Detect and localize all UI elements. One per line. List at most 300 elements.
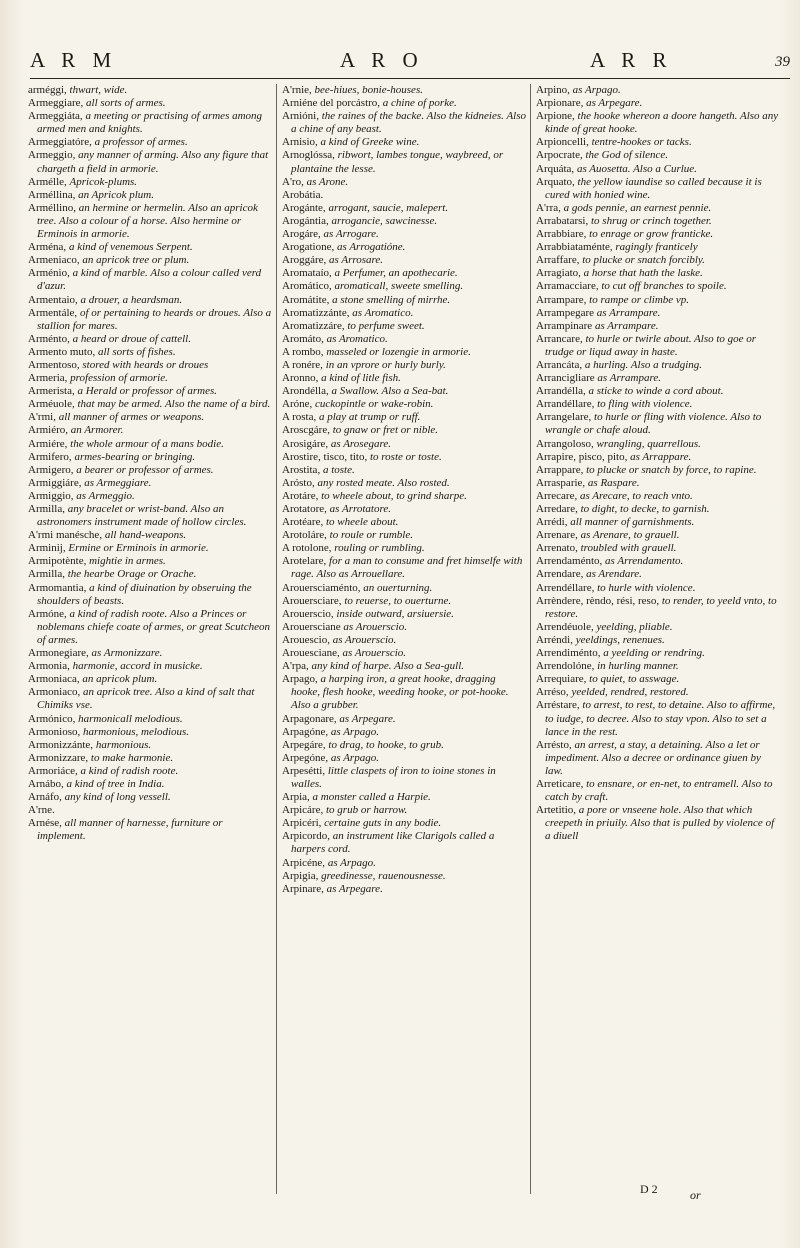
header-right: A R R xyxy=(590,48,673,72)
gloss: stored with heards or droues xyxy=(82,358,209,371)
gloss: all sorts of armes. xyxy=(86,97,166,110)
headword: Armoniaca, xyxy=(28,673,80,686)
headword: Arrampegare xyxy=(536,306,595,319)
gloss: inside outward, arsiuersie. xyxy=(336,607,454,620)
gloss: to plucke or snatch by force, to rapine. xyxy=(586,463,757,476)
dictionary-entry xyxy=(282,673,526,712)
dictionary-entry xyxy=(536,660,780,673)
headword: A'rra, xyxy=(536,201,561,214)
gloss: to drag, to hooke, to grub. xyxy=(328,738,444,751)
headword: Armerista, xyxy=(28,385,75,398)
dictionary-entry xyxy=(282,582,526,595)
gloss: as Arrappare. xyxy=(630,450,692,463)
dictionary-entry xyxy=(28,97,272,110)
dictionary-entry xyxy=(536,804,780,843)
gloss: a professor of armes. xyxy=(94,136,188,149)
headword: Armeggiatóre, xyxy=(28,136,92,149)
gloss: a bearer or professor of armes. xyxy=(76,463,214,476)
headword: Arrappare, xyxy=(536,463,584,476)
dictionary-entry xyxy=(282,372,526,385)
headword: Arméllina, xyxy=(28,188,76,201)
dictionary-entry xyxy=(536,542,780,555)
dictionary-entry xyxy=(536,333,780,359)
gloss: any kind of long vessell. xyxy=(64,791,171,804)
headword: Arpinare, xyxy=(282,882,324,895)
dictionary-entry xyxy=(282,438,526,451)
dictionary-entry xyxy=(28,136,272,149)
column-divider-1 xyxy=(276,84,277,1194)
headword: Arrancáta, xyxy=(536,358,583,371)
dictionary-entry xyxy=(282,280,526,293)
dictionary-entry xyxy=(282,267,526,280)
dictionary-entry xyxy=(282,634,526,647)
header-rule xyxy=(30,78,790,79)
dictionary-entry xyxy=(536,490,780,503)
dictionary-entry xyxy=(536,411,780,437)
dictionary-entry xyxy=(282,490,526,503)
headword: Arrangelare, xyxy=(536,411,592,424)
gloss: Ermine or Erminois in armorie. xyxy=(68,542,209,555)
headword: Arnáfo, xyxy=(28,791,62,804)
headword: Artetitio, xyxy=(536,804,577,817)
gloss: as Arosegare. xyxy=(330,437,391,450)
gloss: as Arrosare. xyxy=(329,254,384,267)
headword: Arouersciaménto, xyxy=(282,581,361,594)
gloss: ribwort, lambes tongue, waybreed, or plantaine the lesse. xyxy=(291,149,504,175)
headword: Aromataío, xyxy=(282,267,332,280)
headword: Armeniaco, xyxy=(28,254,80,267)
dictionary-entry xyxy=(536,686,780,699)
gloss: all sorts of fishes. xyxy=(97,345,176,358)
dictionary-entry xyxy=(28,359,272,372)
headword: Arréso, xyxy=(536,686,569,699)
gloss: for a man to consume and fret himselfe with rage. Also as Arrouellare. xyxy=(291,555,523,581)
dictionary-entry xyxy=(282,294,526,307)
gloss: a Swallow. Also a Sea-bat. xyxy=(331,385,449,398)
headword: Arrenare, xyxy=(536,529,578,542)
dictionary-entry xyxy=(28,294,272,307)
headword: Armonegiare, xyxy=(28,647,89,660)
gloss: the hooke whereon a doore hangeth. Also any kinde of great hooke. xyxy=(545,110,779,136)
headword: arméggi, xyxy=(28,84,67,96)
gloss: to dight, to decke, to garnish. xyxy=(580,503,710,515)
dictionary-entry xyxy=(282,804,526,817)
dictionary-entry xyxy=(282,149,526,175)
headword: Aronno, xyxy=(282,372,319,385)
dictionary-entry xyxy=(282,765,526,791)
gloss: tentre-hookes or tacks. xyxy=(591,136,692,149)
gloss: an Apricok plum. xyxy=(78,188,154,201)
dictionary-entry xyxy=(536,228,780,241)
dictionary-entry xyxy=(28,765,272,778)
dictionary-entry xyxy=(28,411,272,424)
gloss: a kind of diuination by obseruing the shoulders of beasts. xyxy=(37,581,252,607)
headword: Arouescio, xyxy=(282,633,330,646)
dictionary-entry xyxy=(282,595,526,608)
headword: Arotoláre, xyxy=(282,529,327,542)
headword: Arotatore, xyxy=(282,503,327,515)
headword: Arpionare, xyxy=(536,97,584,110)
headword: Arostire, tisco, tito, xyxy=(282,450,368,463)
gloss: a horse that hath the laske. xyxy=(583,267,703,280)
gloss: all hand-weapons. xyxy=(104,529,187,542)
gloss: to plucke or snatch forcibly. xyxy=(582,254,705,267)
dictionary-entry xyxy=(282,320,526,333)
gloss: little claspets of iron to ioine stones in walles. xyxy=(291,764,496,790)
dictionary-entry xyxy=(536,739,780,778)
gloss: as Arpegare. xyxy=(586,97,643,110)
gloss: the raines of the backe. Also the kidneies. Also a chine of any beast. xyxy=(291,110,526,136)
headword: Arobátia. xyxy=(282,188,324,201)
gloss: mightie in armes. xyxy=(89,555,166,568)
headword: Aroggáre, xyxy=(282,254,327,267)
dictionary-entry xyxy=(282,542,526,555)
dictionary-entry xyxy=(536,372,780,385)
gloss: an apricok plum. xyxy=(82,673,158,686)
headword: Armento muto, xyxy=(28,345,96,358)
headword: Arrabbiare, xyxy=(536,228,587,241)
gloss: a kind of Greeke wine. xyxy=(320,136,420,149)
headword: Arrendiménto, xyxy=(536,647,601,660)
gloss: to render, to yeeld vnto, to restore. xyxy=(545,594,777,620)
dictionary-entry xyxy=(536,438,780,451)
headword: Arogáre, xyxy=(282,228,321,241)
dictionary-entry xyxy=(536,84,780,97)
headword: Arpagonare, xyxy=(282,712,337,725)
gloss: as Arrogare. xyxy=(323,228,379,241)
headword: Armifero, xyxy=(28,450,72,463)
gloss: as Arrotatore. xyxy=(329,503,391,515)
dictionary-entry xyxy=(28,647,272,660)
dictionary-entry xyxy=(282,621,526,634)
gloss: to hurle or twirle about. Also to goe or trudge or liqud away in haste. xyxy=(545,332,757,358)
dictionary-entry xyxy=(536,110,780,136)
dictionary-entry xyxy=(282,477,526,490)
dictionary-entry xyxy=(28,568,272,581)
headword: Arrendare, xyxy=(536,568,584,581)
headword: Armiggio, xyxy=(28,489,74,502)
gloss: harmonious, melodious. xyxy=(83,725,190,738)
dictionary-entry xyxy=(282,830,526,856)
headword: Arrequiare, xyxy=(536,673,587,686)
headword: Arpione, xyxy=(536,110,575,123)
dictionary-entry xyxy=(282,503,526,516)
dictionary-entry xyxy=(282,739,526,752)
gloss: to wheele about. xyxy=(325,516,399,529)
gloss: as Arpegare. xyxy=(339,712,396,725)
headword: A'ro, xyxy=(282,175,304,188)
headword: Arrenato, xyxy=(536,542,578,555)
dictionary-entry xyxy=(28,346,272,359)
gloss: to quiet, to asswage. xyxy=(589,673,680,686)
headword: Arnisio, xyxy=(282,136,318,149)
gloss: an arrest, a stay, a detaining. Also a let or impediment. Also a decree or ordinance giuen by law. xyxy=(545,738,761,777)
gloss: as Arrampare. xyxy=(596,306,661,319)
dictionary-entry xyxy=(282,359,526,372)
headword: Arrendaménto, xyxy=(536,555,603,568)
dictionary-entry xyxy=(28,791,272,804)
gloss: yeelded, rendred, restored. xyxy=(571,686,689,699)
headword: A'rmi manésche, xyxy=(28,529,103,542)
dictionary-entry xyxy=(282,752,526,765)
dictionary-entry xyxy=(28,608,272,647)
headword: Armilla, xyxy=(28,568,65,581)
dictionary-entry xyxy=(282,870,526,883)
gloss: to wheele about, to grind sharpe. xyxy=(321,489,467,502)
headword: Arraffare, xyxy=(536,254,580,267)
dictionary-entry xyxy=(28,726,272,739)
headword: Armentále, xyxy=(28,306,78,319)
dictionary-entry xyxy=(28,739,272,752)
dictionary-entry xyxy=(536,621,780,634)
dictionary-entry xyxy=(28,398,272,411)
headword: Arrabbiataménte, xyxy=(536,241,613,254)
dictionary-entry xyxy=(28,333,272,346)
gloss: a toste. xyxy=(322,463,355,476)
gloss: a Herald or professor of armes. xyxy=(77,385,218,398)
headword: Armipotènte, xyxy=(28,555,87,568)
gloss: a Perfumer, an apothecarie. xyxy=(334,267,458,280)
headword: Arrèndere, rèndo, rési, reso, xyxy=(536,594,660,607)
headword: A rombo, xyxy=(282,345,324,358)
headword: Arnióni, xyxy=(282,110,319,123)
headword: Armilla, xyxy=(28,503,65,515)
gloss: to fling with violence. xyxy=(597,398,693,411)
dictionary-entry xyxy=(28,673,272,686)
dictionary-entry xyxy=(282,97,526,110)
gloss: a stone smelling of mirrhe. xyxy=(332,293,451,306)
headword: Armiéro, xyxy=(28,424,69,437)
headword: Armonia, xyxy=(28,660,70,673)
headword: Arpigia, xyxy=(282,869,319,882)
page-number: 39 xyxy=(775,54,790,70)
headword: Arrabatarsi, xyxy=(536,214,589,227)
headword: Arrecare, xyxy=(536,489,578,502)
gloss: a kind of radish roote. xyxy=(80,764,179,777)
running-header xyxy=(30,48,790,76)
headword: Arrasparie, xyxy=(536,476,586,489)
headword: Armeggio, xyxy=(28,149,76,162)
gloss: as Arouerscio. xyxy=(343,620,407,633)
gloss: a sticke to winde a cord about. xyxy=(588,385,724,398)
dictionary-entry xyxy=(536,241,780,254)
gloss: in hurling manner. xyxy=(597,660,679,673)
headword: Arnoglóssa, xyxy=(282,149,335,162)
gloss: a meeting or practising of armes among armed men and knights. xyxy=(37,110,263,136)
headword: Arpioncelli, xyxy=(536,136,589,149)
gloss: as Aromatico. xyxy=(352,306,414,319)
gloss: to gnaw or fret or nible. xyxy=(332,424,439,437)
headword: Arondélla, xyxy=(282,385,329,398)
dictionary-entry xyxy=(28,241,272,254)
headword: Arramacciare, xyxy=(536,280,599,293)
gloss: cuckopintle or wake-robin. xyxy=(315,398,434,411)
headword: Arpicéne, xyxy=(282,856,326,869)
dictionary-entry xyxy=(536,673,780,686)
headword: Arreticare, xyxy=(536,777,584,790)
headword: Armóne, xyxy=(28,607,67,620)
headword: Arpocrate, xyxy=(536,149,583,162)
gloss: an instrument like Clarigols called a harpers cord. xyxy=(291,830,495,856)
headword: Armeggiáta, xyxy=(28,110,83,123)
dictionary-entry xyxy=(536,582,780,595)
gloss: aromaticall, sweete smelling. xyxy=(334,280,464,293)
gloss: an apricok tree. Also a kind of salt that Chimiks vse. xyxy=(37,686,255,712)
gloss: arrogant, saucie, malepert. xyxy=(328,201,449,214)
gloss: a hurling. Also a trudging. xyxy=(584,358,703,371)
header-left: A R M xyxy=(30,48,118,72)
dictionary-entry xyxy=(282,883,526,896)
gloss: to cut off branches to spoile. xyxy=(601,280,727,293)
gloss: a kind of litle fish. xyxy=(321,372,401,385)
headword: Aroscgáre, xyxy=(282,424,330,437)
dictionary-entry xyxy=(282,110,526,136)
dictionary-entry xyxy=(536,136,780,149)
headword: Arpagóne, xyxy=(282,725,329,738)
dictionary-entry xyxy=(282,726,526,739)
dictionary-entry xyxy=(282,424,526,437)
dictionary-entry xyxy=(282,451,526,464)
gloss: a harping iron, a great hooke, dragging hooke, flesh hooke, weeding hooke, or pot-hooke. Also a grubber. xyxy=(291,673,509,712)
gloss: to ensnare, or en-net, to entramell. Also to catch by craft. xyxy=(545,777,773,804)
catchword: or xyxy=(690,1188,701,1202)
dictionary-entry xyxy=(282,555,526,581)
gloss: certaine guts in any bodie. xyxy=(324,817,442,830)
gloss: an apricok tree or plum. xyxy=(82,254,190,267)
headword: Arrendéuole, xyxy=(536,620,594,633)
column-2 xyxy=(282,84,526,896)
headword: Arména, xyxy=(28,241,67,254)
gloss: all manner of harnesse, furniture or implement. xyxy=(37,817,223,843)
dictionary-entry xyxy=(536,385,780,398)
gloss: a monster called a Harpie. xyxy=(312,791,431,804)
gloss: an hermine or hermelin. Also an apricok tree. Also a colour of a horse. Also hermine or Erminois in armorie. xyxy=(37,201,258,241)
dictionary-entry xyxy=(28,752,272,765)
dictionary-entry xyxy=(282,713,526,726)
dictionary-entry xyxy=(536,568,780,581)
dictionary-entry xyxy=(28,503,272,529)
gloss: to hurle with violence. xyxy=(597,581,696,594)
headword: Arminij, xyxy=(28,542,66,555)
gloss: ragingly franticely xyxy=(615,241,698,254)
headword: Arpegóne, xyxy=(282,751,329,764)
headword: Aromático, xyxy=(282,280,332,293)
dictionary-entry xyxy=(536,699,780,738)
dictionary-entry xyxy=(282,791,526,804)
gloss: the God of silence. xyxy=(585,149,668,162)
dictionary-entry xyxy=(536,254,780,267)
headword: Armiggiáre, xyxy=(28,476,82,489)
dictionary-entry xyxy=(282,817,526,830)
headword: A'rnie, xyxy=(282,84,312,96)
gloss: greedinesse, rauenousnesse. xyxy=(321,869,446,882)
headword: A ronére, xyxy=(282,358,323,371)
dictionary-entry xyxy=(28,713,272,726)
headword: Arrendéllare, xyxy=(536,581,595,594)
dictionary-entry xyxy=(28,254,272,267)
dictionary-entry xyxy=(536,320,780,333)
dictionary-entry xyxy=(282,647,526,660)
dictionary-entry xyxy=(28,424,272,437)
gloss: a kind of radish roote. Also a Princes or noblemans chiefe coate of armes, or great Scutcheon of armes. xyxy=(37,607,270,646)
dictionary-entry xyxy=(28,451,272,464)
dictionary-entry xyxy=(536,149,780,162)
dictionary-entry xyxy=(282,398,526,411)
dictionary-entry xyxy=(536,97,780,110)
headword: Arrancigliare xyxy=(536,372,595,385)
dictionary-entry xyxy=(282,411,526,424)
gloss: to arrest, to rest, to detaine. Also to affirme, to iudge, to decree. Also to stay vpon. Also to set a lance in the rest. xyxy=(545,699,776,738)
gloss: to perfume sweet. xyxy=(347,319,425,332)
headword: Arrampinare xyxy=(536,319,593,332)
gloss: as Arpago. xyxy=(330,725,379,738)
gloss: all manner of garnishments. xyxy=(570,516,695,529)
headword: Arméuole, xyxy=(28,398,75,411)
gloss: as Arecare, to reach vnto. xyxy=(579,489,693,502)
gloss: any kind of harpe. Also a Sea-gull. xyxy=(311,660,465,673)
dictionary-entry xyxy=(28,202,272,241)
headword: Armentaio, xyxy=(28,293,78,306)
headword: Armoniaco, xyxy=(28,686,81,699)
gloss: masseled or lozengie in armorie. xyxy=(326,345,471,358)
dictionary-entry xyxy=(282,228,526,241)
headword: Armonizzánte, xyxy=(28,738,94,751)
dictionary-entry xyxy=(536,778,780,804)
dictionary-entry xyxy=(536,464,780,477)
headword: Aromatizzánte, xyxy=(282,306,350,319)
headword: Arotéare, xyxy=(282,516,324,529)
headword: A rosta, xyxy=(282,411,317,424)
headword: Arrendolóne, xyxy=(536,660,595,673)
gloss: the whole armour of a mans bodie. xyxy=(70,437,224,450)
gloss: as Arrendamento. xyxy=(605,555,684,568)
gloss: Apricok-plums. xyxy=(69,175,138,188)
dictionary-entry xyxy=(28,372,272,385)
headword: Arósto, xyxy=(282,476,315,489)
gloss: rouling or rumbling. xyxy=(334,542,425,555)
headword: Arpia, xyxy=(282,791,310,804)
dictionary-entry xyxy=(282,516,526,529)
dictionary-entry xyxy=(28,477,272,490)
dictionary-entry xyxy=(28,686,272,712)
headword: Arouersciare, xyxy=(282,594,342,607)
headword: Arpicéri, xyxy=(282,817,322,830)
headword: Arrangoloso, xyxy=(536,437,594,450)
dictionary-entry xyxy=(536,477,780,490)
headword: Arréndi, xyxy=(536,633,573,646)
headword: Arpicordo, xyxy=(282,830,330,843)
dictionary-entry xyxy=(28,817,272,843)
dictionary-entry xyxy=(28,307,272,333)
dictionary-entry xyxy=(536,280,780,293)
dictionary-entry xyxy=(28,529,272,542)
headword: Arotelare, xyxy=(282,555,327,568)
headword: Arrandéllare, xyxy=(536,398,595,411)
gloss: to enrage or grow franticke. xyxy=(589,228,714,241)
headword: Arragiato, xyxy=(536,267,581,280)
headword: Aromáto, xyxy=(282,332,324,345)
dictionary-entry xyxy=(536,634,780,647)
headword: Arniéne del porcástro, xyxy=(282,97,381,110)
headword: Aróne, xyxy=(282,398,313,411)
dictionary-entry xyxy=(282,241,526,254)
headword: Arostita, xyxy=(282,463,321,476)
dictionary-entry xyxy=(28,804,272,817)
dictionary-entry xyxy=(282,84,526,97)
headword: A'rmi, xyxy=(28,411,56,424)
gloss: to make harmonie. xyxy=(90,751,174,764)
gloss: harmonious. xyxy=(95,738,152,751)
